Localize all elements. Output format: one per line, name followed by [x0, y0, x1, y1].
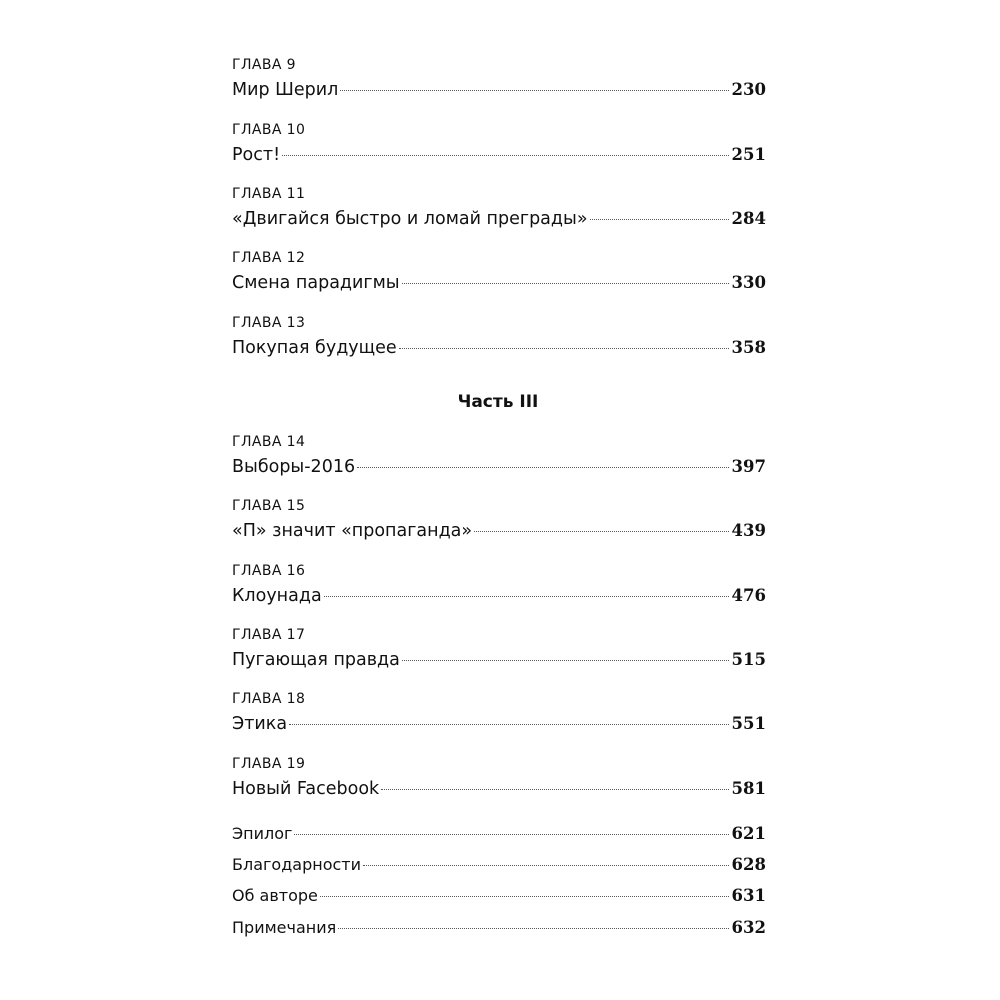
page-number: 476 — [731, 586, 766, 605]
dot-leader — [402, 660, 729, 661]
toc-line — [232, 271, 766, 295]
chapter-title: Клоунада — [232, 586, 322, 606]
toc-line — [232, 777, 766, 801]
chapter-title: Пугающая правда — [232, 650, 400, 670]
toc-line — [232, 336, 766, 360]
page-number: 515 — [731, 650, 766, 669]
dot-leader — [340, 90, 728, 91]
chapter-label: ГЛАВА 15 — [232, 498, 306, 514]
chapter-title: Покупая будущее — [232, 338, 397, 358]
chapter-title: Новый Facebook — [232, 779, 380, 799]
dot-leader — [399, 348, 729, 349]
chapter-label: ГЛАВА 16 — [232, 563, 306, 579]
page-number: 251 — [731, 145, 766, 164]
chapter-label: ГЛАВА 11 — [232, 186, 306, 202]
page-number: 631 — [731, 886, 766, 905]
chapter-label: ГЛАВА 18 — [232, 691, 306, 707]
chapter-label: ГЛАВА 17 — [232, 627, 306, 643]
chapter-title: Рост! — [232, 145, 281, 165]
chapter-title: Этика — [232, 714, 288, 734]
dot-leader — [289, 724, 728, 725]
dot-leader — [363, 865, 729, 866]
page-number: 551 — [731, 714, 766, 733]
part-heading: Часть III — [457, 392, 539, 412]
section-title: Эпилог — [232, 824, 293, 843]
toc-line — [232, 519, 766, 543]
chapter-label: ГЛАВА 10 — [232, 122, 306, 138]
page-number: 397 — [731, 457, 766, 476]
chapter-title: Мир Шерил — [232, 80, 339, 100]
dot-leader — [324, 596, 729, 597]
section-title: Об авторе — [232, 886, 318, 905]
chapter-title: Смена парадигмы — [232, 273, 400, 293]
toc-line — [232, 78, 766, 102]
toc-line — [232, 143, 766, 167]
chapter-label: ГЛАВА 14 — [232, 434, 306, 450]
dot-leader — [294, 834, 728, 835]
chapter-label: ГЛАВА 12 — [232, 250, 306, 266]
toc-line — [232, 648, 766, 672]
toc-entry-acknowledgements[interactable] — [232, 853, 766, 877]
section-title: Благодарности — [232, 855, 361, 874]
dot-leader — [590, 219, 729, 220]
toc-line — [232, 455, 766, 479]
toc-line — [232, 712, 766, 736]
page-number: 581 — [731, 779, 766, 798]
page-number: 632 — [731, 918, 766, 937]
page-number: 230 — [731, 80, 766, 99]
toc-entry-epilogue[interactable] — [232, 822, 766, 846]
dot-leader — [357, 467, 728, 468]
dot-leader — [338, 928, 728, 929]
toc-entry-notes[interactable] — [232, 916, 766, 940]
page-number: 621 — [731, 824, 766, 843]
chapter-label: ГЛАВА 19 — [232, 756, 306, 772]
section-title: Примечания — [232, 918, 337, 937]
dot-leader — [474, 531, 728, 532]
page-number: 284 — [731, 209, 766, 228]
page-number: 439 — [731, 521, 766, 540]
page-number: 628 — [731, 855, 766, 874]
dot-leader — [282, 155, 728, 156]
chapter-label: ГЛАВА 9 — [232, 57, 296, 73]
chapter-title: Выборы-2016 — [232, 457, 356, 477]
chapter-title: «П» значит «пропаганда» — [232, 521, 473, 541]
chapter-title: «Двигайся быстро и ломай преграды» — [232, 209, 588, 229]
toc-line — [232, 207, 766, 231]
dot-leader — [320, 896, 729, 897]
toc-line — [232, 584, 766, 608]
chapter-label: ГЛАВА 13 — [232, 315, 306, 331]
page-number: 330 — [731, 273, 766, 292]
toc-entry-about-author[interactable] — [232, 884, 766, 908]
page-number: 358 — [731, 338, 766, 357]
dot-leader — [381, 789, 728, 790]
dot-leader — [402, 283, 729, 284]
